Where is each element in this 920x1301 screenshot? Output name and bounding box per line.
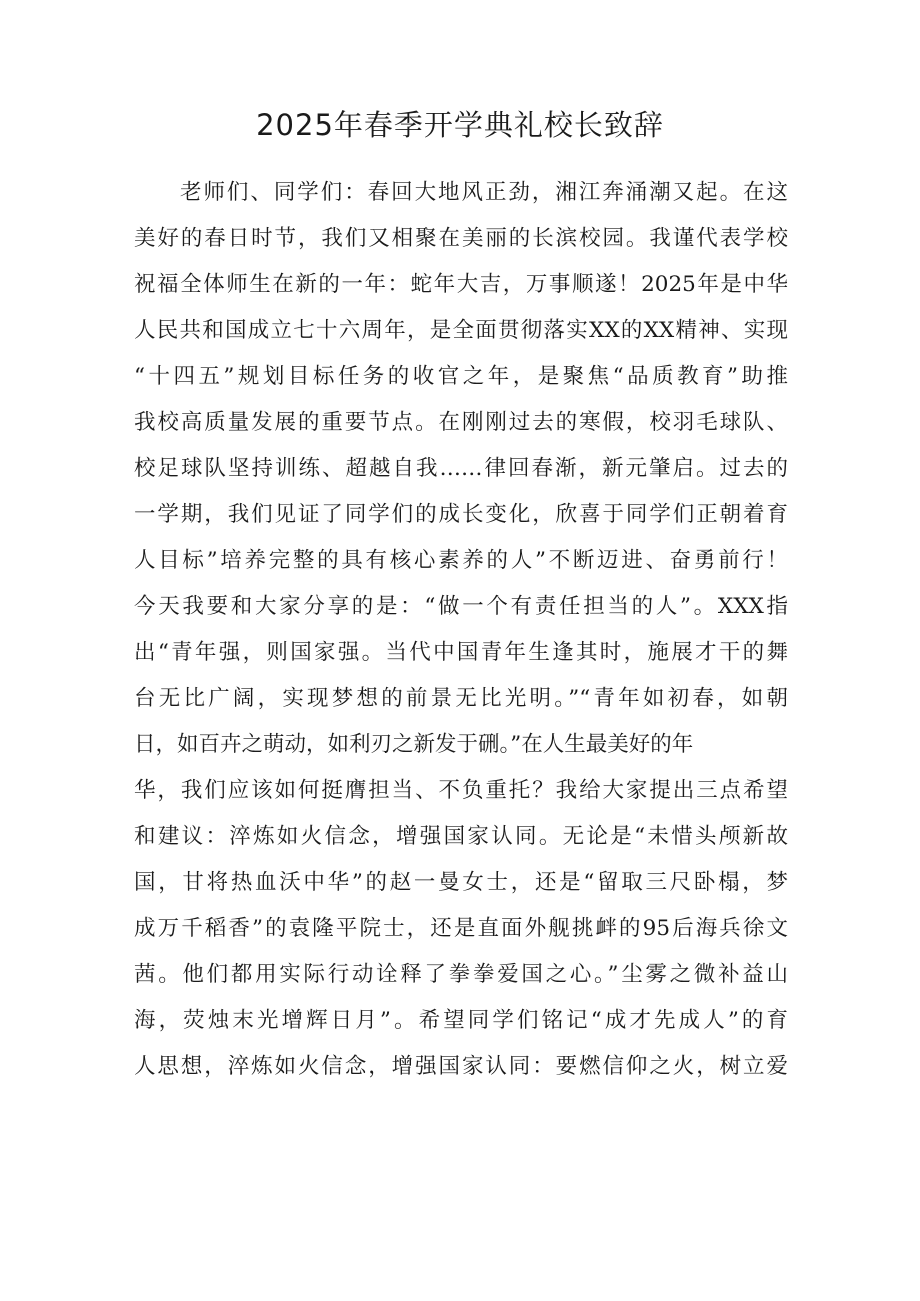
text-line: 一学期，我们见证了同学们的成长变化，欣喜于同学们正朝着育 [134,502,788,527]
text-line: 我校高质量发展的重要节点。在刚刚过去的寒假，校羽毛球队、 [134,410,788,435]
text-line: 校足球队坚持训练、超越自我……律回春渐，新元肇启。过去的 [134,456,788,481]
text-line: 人民共和国成立七十六周年，是全面贯彻落实XX的XX精神、实现 [134,318,788,343]
text-line: 日，如百卉之萌动，如利刃之新发于硎。”在人生最美好的年 [134,732,694,757]
text-line: 成万千稻香”的袁隆平院士，还是直面外舰挑衅的95后海兵徐文 [134,916,788,941]
text-line: 台无比广阔，实现梦想的前景无比光明。”“青年如初春，如朝 [134,686,788,711]
text-line: 华，我们应该如何挺膺担当、不负重托？我给大家提出三点希望 [134,778,788,803]
text-line: “十四五”规划目标任务的收官之年，是聚焦“品质教育”助推 [134,364,788,389]
document-title: 2025年春季开学典礼校长致辞 [256,108,664,142]
text-line: 美好的春日时节，我们又相聚在美丽的长滨校园。我谨代表学校 [134,226,788,251]
text-line: 茜。他们都用实际行动诠释了拳拳爱国之心。”尘雾之微补益山 [134,962,788,987]
text-line: 祝福全体师生在新的一年：蛇年大吉，万事顺遂！2025年是中华 [134,272,788,297]
text-line: 人思想，淬炼如火信念，增强国家认同：要燃信仰之火，树立爱 [134,1054,788,1079]
text-line: 老师们、同学们：春回大地风正劲，湘江奔涌潮又起。在这 [180,180,788,205]
text-line: 和建议：淬炼如火信念，增强国家认同。无论是“未惜头颅新故 [134,824,788,849]
text-line: 今天我要和大家分享的是：“做一个有责任担当的人”。XXX指 [134,594,788,619]
text-line: 人目标”培养完整的具有核心素养的人”不断迈进、奋勇前行！ [134,548,788,573]
speech-body [134,170,788,1090]
text-line: 国，甘将热血沃中华”的赵一曼女士，还是“留取三尺卧榻，梦 [134,870,788,895]
text-line: 海，荧烛末光增辉日月”。希望同学们铭记“成才先成人”的育 [134,1008,788,1033]
text-line: 出“青年强，则国家强。当代中国青年生逢其时，施展才干的舞 [134,640,788,665]
